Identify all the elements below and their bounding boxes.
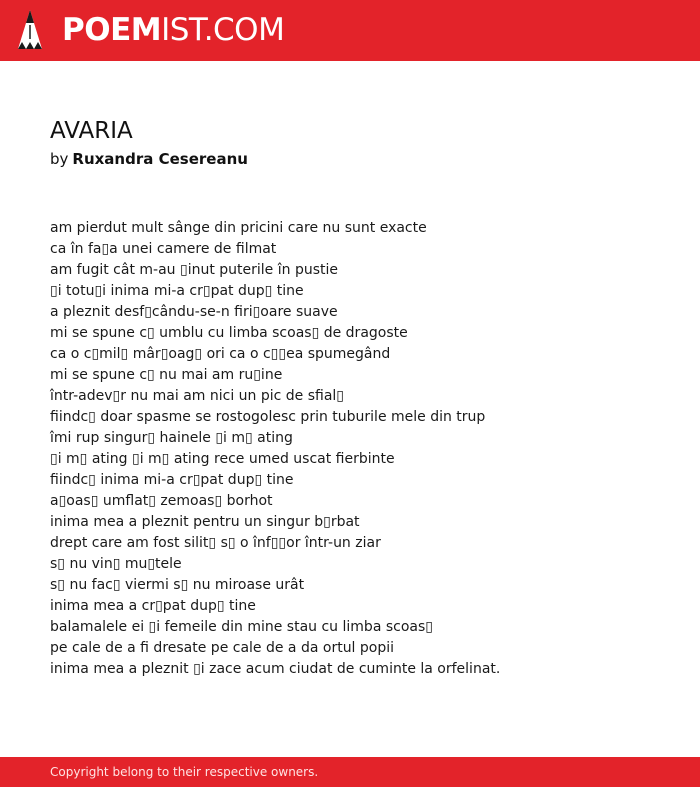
poem-line: într-adev▯r nu mai am nici un pic de sfial▯ xyxy=(50,388,345,404)
poem-line: s▯ nu vin▯ mu▯tele xyxy=(50,556,182,572)
poem-line: a▯oas▯ umflat▯ zemoas▯ borhot xyxy=(50,493,273,509)
poem-line: drept care am fost silit▯ s▯ o înf▯▯or într-un ziar xyxy=(50,535,381,551)
author-name[interactable]: Ruxandra Cesereanu xyxy=(72,150,248,168)
poem-line: ▯i totu▯i inima mi-a cr▯pat dup▯ tine xyxy=(50,283,304,299)
poem-line: ▯i m▯ ating ▯i m▯ ating rece umed uscat fierbinte xyxy=(50,451,395,467)
poem-line: fiindc▯ inima mi-a cr▯pat dup▯ tine xyxy=(50,472,294,488)
site-logo-wordmark[interactable] xyxy=(62,10,284,50)
poem-line: a pleznit desf▯cându-se-n firi▯oare suave xyxy=(50,304,338,320)
pencil-tip-icon[interactable] xyxy=(17,9,43,51)
poem-line: ca în fa▯a unei camere de filmat xyxy=(50,241,277,257)
poem-line: mi se spune c▯ nu mai am ru▯ine xyxy=(50,367,283,383)
poem-line: pe cale de a fi dresate pe cale de a da ortul popii xyxy=(50,640,395,656)
poem-line: am fugit cât m-au ▯inut puterile în pustie xyxy=(50,262,338,278)
byline xyxy=(50,148,248,170)
poem-line: balamalele ei ▯i femeile din mine stau cu limba scoas▯ xyxy=(50,619,433,635)
by-label: by xyxy=(50,150,69,168)
poem-line: fiindc▯ doar spasme se rostogolesc prin tuburile mele din trup xyxy=(50,409,486,425)
site-footer xyxy=(0,757,700,787)
brand-light-text: IST.COM xyxy=(161,12,285,48)
poem-line: mi se spune c▯ umblu cu limba scoas▯ de dragoste xyxy=(50,325,408,341)
poem-line: inima mea a cr▯pat dup▯ tine xyxy=(50,598,256,614)
poem-line: ca o c▯mil▯ mâr▯oag▯ ori ca o c▯▯ea spumegând xyxy=(50,346,391,362)
poem-line: îmi rup singur▯ hainele ▯i m▯ ating xyxy=(50,430,293,446)
poem-line: s▯ nu fac▯ viermi s▯ nu miroase urât xyxy=(50,577,305,593)
poem-line: inima mea a pleznit ▯i zace acum ciudat de cuminte la orfelinat. xyxy=(50,661,501,677)
poem-line: am pierdut mult sânge din pricini care nu sunt exacte xyxy=(50,220,427,236)
poem-line: inima mea a pleznit pentru un singur b▯rbat xyxy=(50,514,360,530)
copyright-text: Copyright belong to their respective owners. xyxy=(50,765,319,779)
brand-bold-text: POEM xyxy=(62,12,162,48)
site-header xyxy=(0,0,700,61)
poem-title: AVARIA xyxy=(50,118,133,144)
poem-body xyxy=(50,218,670,680)
